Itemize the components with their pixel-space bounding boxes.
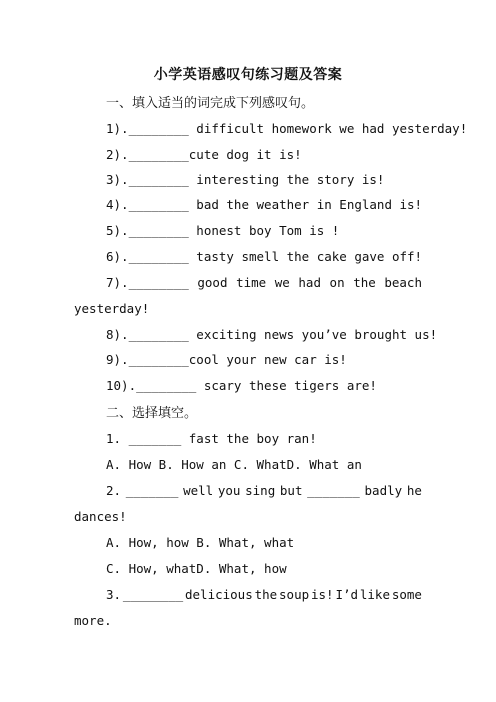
question-2-continuation: dances! bbox=[74, 509, 127, 524]
word: 7).________ bbox=[106, 275, 189, 290]
word: sing bbox=[245, 483, 276, 498]
word: soup bbox=[279, 587, 310, 602]
word: delicious bbox=[185, 587, 253, 602]
exercise-item-6: 6).________ tasty smell the cake gave off! bbox=[106, 249, 423, 264]
word: but bbox=[279, 483, 303, 498]
word: you bbox=[217, 483, 241, 498]
question-1: 1. _______ fast the boy ran! bbox=[106, 431, 317, 446]
exercise-item-7 bbox=[106, 275, 422, 290]
question-3-continuation: more. bbox=[74, 613, 112, 628]
word: the bbox=[254, 587, 278, 602]
word: well bbox=[183, 483, 214, 498]
word: is! bbox=[311, 587, 334, 602]
exercise-item-8: 8).________ exciting news you’ve brought us! bbox=[106, 327, 438, 342]
word: like bbox=[359, 587, 390, 602]
word: ________ bbox=[122, 587, 184, 602]
question-2-options-cd: C. How, whatD. What, how bbox=[106, 561, 287, 576]
word: I’d bbox=[335, 587, 359, 602]
page-title: 小学英语感叹句练习题及答案 bbox=[153, 67, 343, 83]
question-2 bbox=[106, 483, 422, 498]
word: some bbox=[391, 587, 422, 602]
exercise-item-5: 5).________ honest boy Tom is ! bbox=[106, 223, 340, 238]
exercise-item-7-continuation: yesterday! bbox=[74, 301, 150, 316]
exercise-item-2: 2).________cute dog it is! bbox=[106, 147, 302, 162]
question-2-options-ab: A. How, how B. What, what bbox=[106, 535, 295, 550]
word: _______ bbox=[125, 483, 179, 498]
exercise-item-4: 4).________ bad the weather in England is! bbox=[106, 197, 423, 212]
question-1-options: A. How B. How an C. WhatD. What an bbox=[106, 457, 362, 472]
word: time bbox=[236, 275, 267, 290]
exercise-item-10: 10).________ scary these tigers are! bbox=[106, 378, 377, 393]
question-3 bbox=[106, 587, 422, 602]
exercise-item-3: 3).________ interesting the story is! bbox=[106, 172, 385, 187]
word: beach bbox=[384, 275, 422, 290]
word: 2. bbox=[106, 483, 122, 498]
word: 3. bbox=[106, 587, 122, 602]
word: we bbox=[274, 275, 290, 290]
word: badly bbox=[364, 483, 403, 498]
word: he bbox=[406, 483, 422, 498]
section-2-heading: 二、选择填空。 bbox=[106, 406, 198, 421]
exercise-item-1: 1).________ difficult homework we had yesterday! bbox=[106, 121, 468, 136]
exercise-item-9: 9).________cool your new car is! bbox=[106, 352, 347, 367]
word: _______ bbox=[307, 483, 360, 498]
word: good bbox=[197, 275, 228, 290]
word: on bbox=[329, 275, 345, 290]
section-1-heading: 一、填入适当的词完成下列感叹句。 bbox=[106, 96, 315, 111]
word: had bbox=[298, 275, 321, 290]
word: the bbox=[353, 275, 376, 290]
